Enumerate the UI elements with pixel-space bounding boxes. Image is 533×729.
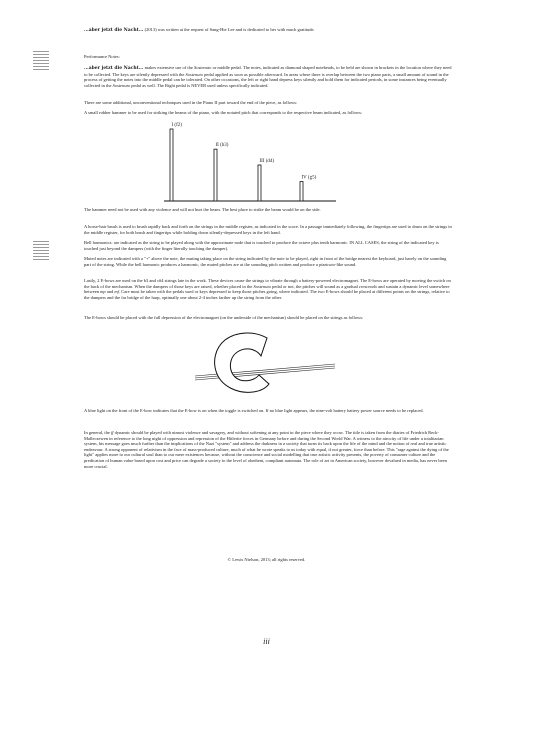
sostenuto-paragraph: ...aber jetzt die Nacht... makes extensive use of the Sostenuto or middle pedal. The notes, indicated as diamond shaped noteheads, to be held are shown in brackets in the location where they need to be collected. The keys are silently depressed with the Sostenuto pedal applied as soon as possible afterward. In areas where there is overlap between the two piano parts, a small amount of sound in the process of getting the notes into the middle pedal can be tolerated. On other occasions, the left or right hand depress keys silently and hold them for indicated periods, in some instances being eventually collected in the Sostenuto pedal as well. The Right pedal is NEVER used unless specifically indicated.: [84, 65, 452, 88]
margin-marks-top: [33, 51, 49, 72]
margin-marks-bottom: [33, 241, 49, 262]
beam-label-2: II (b3): [215, 143, 229, 149]
beam-1: [170, 129, 173, 201]
beam-label-1: I (f2): [171, 123, 182, 128]
muted-notes-paragraph: Muted notes are indicated with a "+" above the note, the muting taking place on the string indicated by the note to be played, right in front of the bridge nearest the keyboard, just barely on the sounding part of the string. While the bell harmonic produces a harmonic, the muted pitches are at the sounding pitch written and produce a pizzicato-like sound.: [84, 256, 447, 267]
general-paragraph: In general, the ff dynamic should be played with utmost violence and savagery, and without softening at any point in the piece where they occur. The title is taken from the diaries of Friedrich Reck-Malleczewen in reference to the long night of oppression and repression of the Hitlerite forces in Germany before and during the Second World War. A witness to the atrocity of life under a totalitarian system, his message goes much further than the implications of the Nazi "system" and address the darkness in a society that turns its back upon the life of the mind and the notion of real and true artistic endeavour. A strong opponent of relativism in the face of mass-produced culture, much of what he wrote speaks to us today with equal, if not greater, force than before. This "rage against the dying of the light" applies more to our cultural soul than to our mere existences because, without the conscience and social modelling that true artistic activity presents, the poverty of consumer culture and the predication of human value based upon cost and price can degrade a society to the level of obedient, compliant automata. The role of art in American society, however devalued in media, has never been more crucial.: [84, 430, 449, 469]
beam-2: [214, 149, 217, 201]
beam-label-4: IV (g5): [301, 175, 317, 181]
brush-paragraph: A horse-hair brush is used to brush rapidly back and forth on the strings in the middle register, as indicated in the score. In a passage immediately following, the fingertips are used to drum on the strings in the middle register, for both brush and fingertips while holding down silently-depressed keys in the left hand.: [84, 224, 452, 235]
intro-paragraph: ...aber jetzt die Nacht... (2013) was written at the request of Sang-Hie Lee and is dedicated to her with much gratitude.: [84, 27, 315, 33]
ebows-paragraph: Lastly, 2 E-bows are used on the b3 and c#4 strings late in the work. These devices cause the strings to vibrate through a battery-powered electromagnet. The E-bows are operated by moving the switch on the back of the mechanism. When the dampers of those keys are raised, whether placed in the Sostenuto pedal or not, the pitches will sound as a gradual crescendo and sustain a dynamic level somewhere between mp and mf. Care must be taken with the pedals used or keys depressed to keep those pitches going, where indicated. The two E-bows should be placed at different points on the strings, relative to the dampers and the far bridge of the harp, optimally one about 2-4 inches farther up the string from the other.: [84, 278, 451, 300]
hammer-force-paragraph: The hammer need not be used with any violence and will not hurt the beam. The best place to strike the beam would be on the side.: [84, 207, 321, 212]
copyright-notice: © Lewis Nielson, 2013; all rights reserved.: [227, 557, 306, 562]
blue-light-paragraph: A blue light on the front of the E-bow indicates that the E-bow is on when the toggle is switched on. If no blue light appears, the nine-volt battery battery power source needs to be replaced.: [84, 408, 424, 413]
bell-harmonics-paragraph: Bell harmonics: are indicated as the string to be played along with the approximate node that is touched to produce the octave plus tenth harmonic. IN ALL CASES, the string of the indicated key is touched just beyond the dampers (with the finger literally touching the damper).: [84, 240, 439, 251]
ebow-device-shape: [215, 333, 269, 392]
beams-diagram: [150, 117, 340, 205]
ebow-placement-paragraph: The E-bows should be placed with the full depression of the electromagnet (on the underside of the mechanism) should be placed on the strings as follows:: [84, 315, 364, 320]
unconventional-paragraph: There are some additional, unconventional techniques used in the Piano II part toward the end of the piece, as follows:: [84, 100, 298, 105]
notes-heading: Performance Notes:: [84, 54, 120, 59]
beam-3: [258, 165, 261, 201]
beam-4: [300, 182, 303, 201]
title-reference: ...aber jetzt die Nacht...: [84, 28, 144, 33]
page-number: iii: [263, 637, 270, 646]
hammer-paragraph: A small rubber hammer to be used for striking the beams of the piano, with the notated pitch that corresponds to the respective beam indicated, as follows:: [84, 110, 363, 115]
beam-label-3: III (d4): [259, 159, 275, 164]
ebow-placement-diagram: [195, 326, 335, 406]
